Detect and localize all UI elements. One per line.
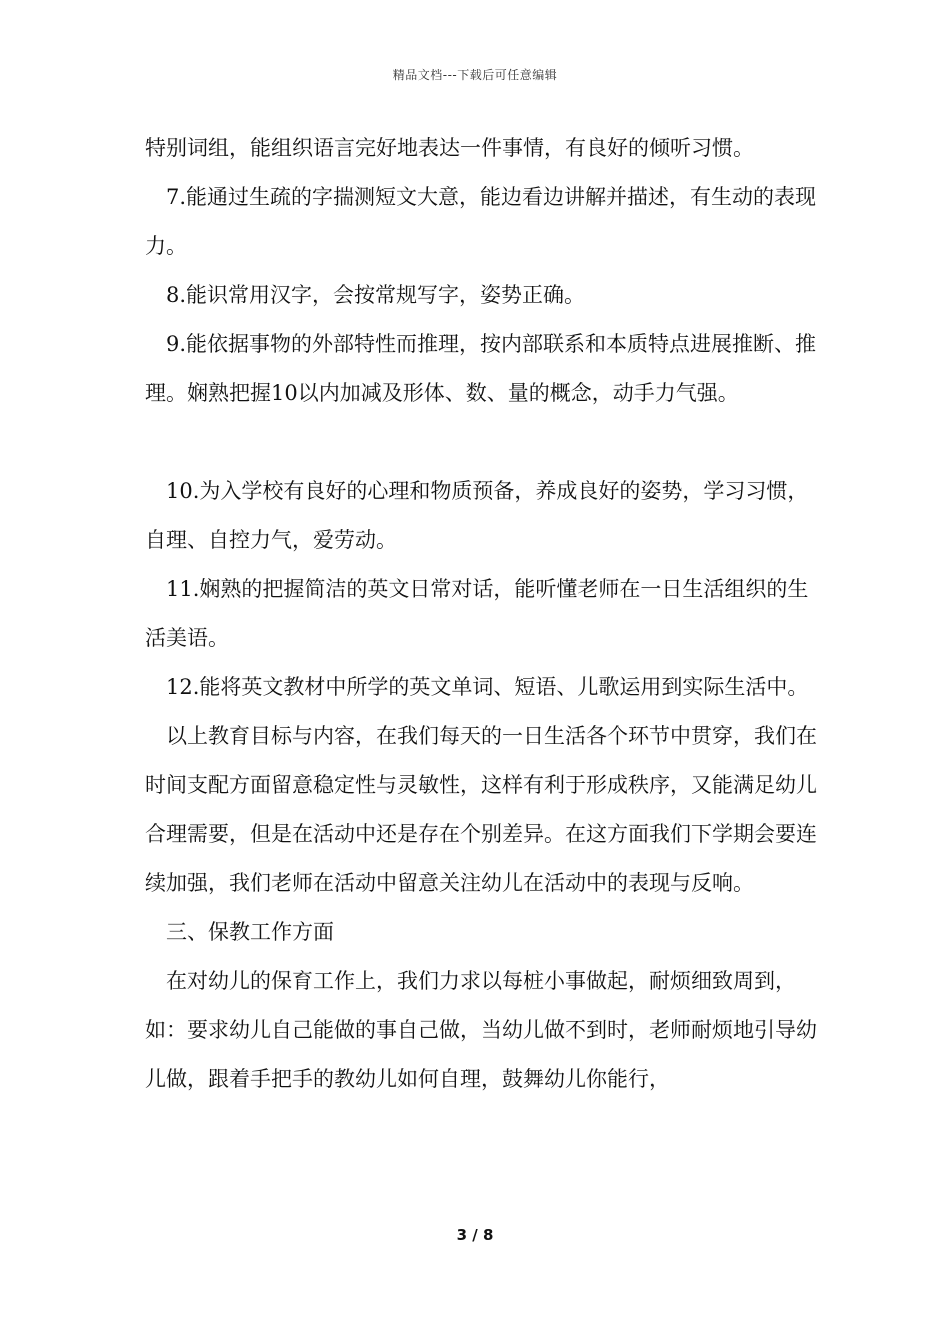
paragraph-item-12: 12.能将英文教材中所学的英文单词、短语、儿歌运用到实际生活中。 [166,675,809,699]
paragraph-gap [145,418,825,467]
paragraph-item-7: 7.能通过生疏的字揣测短文大意，能边看边讲解并描述，有生动的表现力。 [145,185,817,258]
paragraph-item-8: 8.能识常用汉字，会按常规写字，姿势正确。 [166,283,586,307]
paragraph-summary: 以上教育目标与内容，在我们每天的一日生活各个环节中贯穿，我们在时间支配方面留意稳定性与灵敏性，这样有利于形成秩序，又能满足幼儿合理需要，但是在活动中还是存在个别差异。在这方面我们下学期会要连续加强，我们老师在活动中留意关注幼儿在活动中的表现与反响。 [145,724,817,895]
paragraph-item-10: 10.为入学校有良好的心理和物质预备，养成良好的姿势，学习习惯，自理、自控力气，爱劳动。 [145,479,809,552]
section-heading: 三、保教工作方面 [166,920,334,944]
document-body [145,124,825,1104]
paragraph-continuation: 特别词组，能组织语言完好地表达一件事情，有良好的倾听习惯。 [145,136,754,160]
page-header: 精品文档---下载后可任意编辑 [392,68,558,82]
paragraph-item-9: 9.能依据事物的外部特性而推理，按内部联系和本质特点进展推断、推理。娴熟把握10以内加减及形体、数、量的概念，动手力气强。 [145,332,817,405]
paragraph-item-11: 11.娴熟的把握简洁的英文日常对话，能听懂老师在一日生活组织的生活美语。 [145,577,809,650]
page-number: 3 / 8 [456,1226,494,1244]
paragraph-care-work: 在对幼儿的保育工作上，我们力求以每桩小事做起，耐烦细致周到，如：要求幼儿自己能做的事自己做，当幼儿做不到时，老师耐烦地引导幼儿做，跟着手把手的教幼儿如何自理，鼓舞幼儿你能行， [145,969,817,1091]
